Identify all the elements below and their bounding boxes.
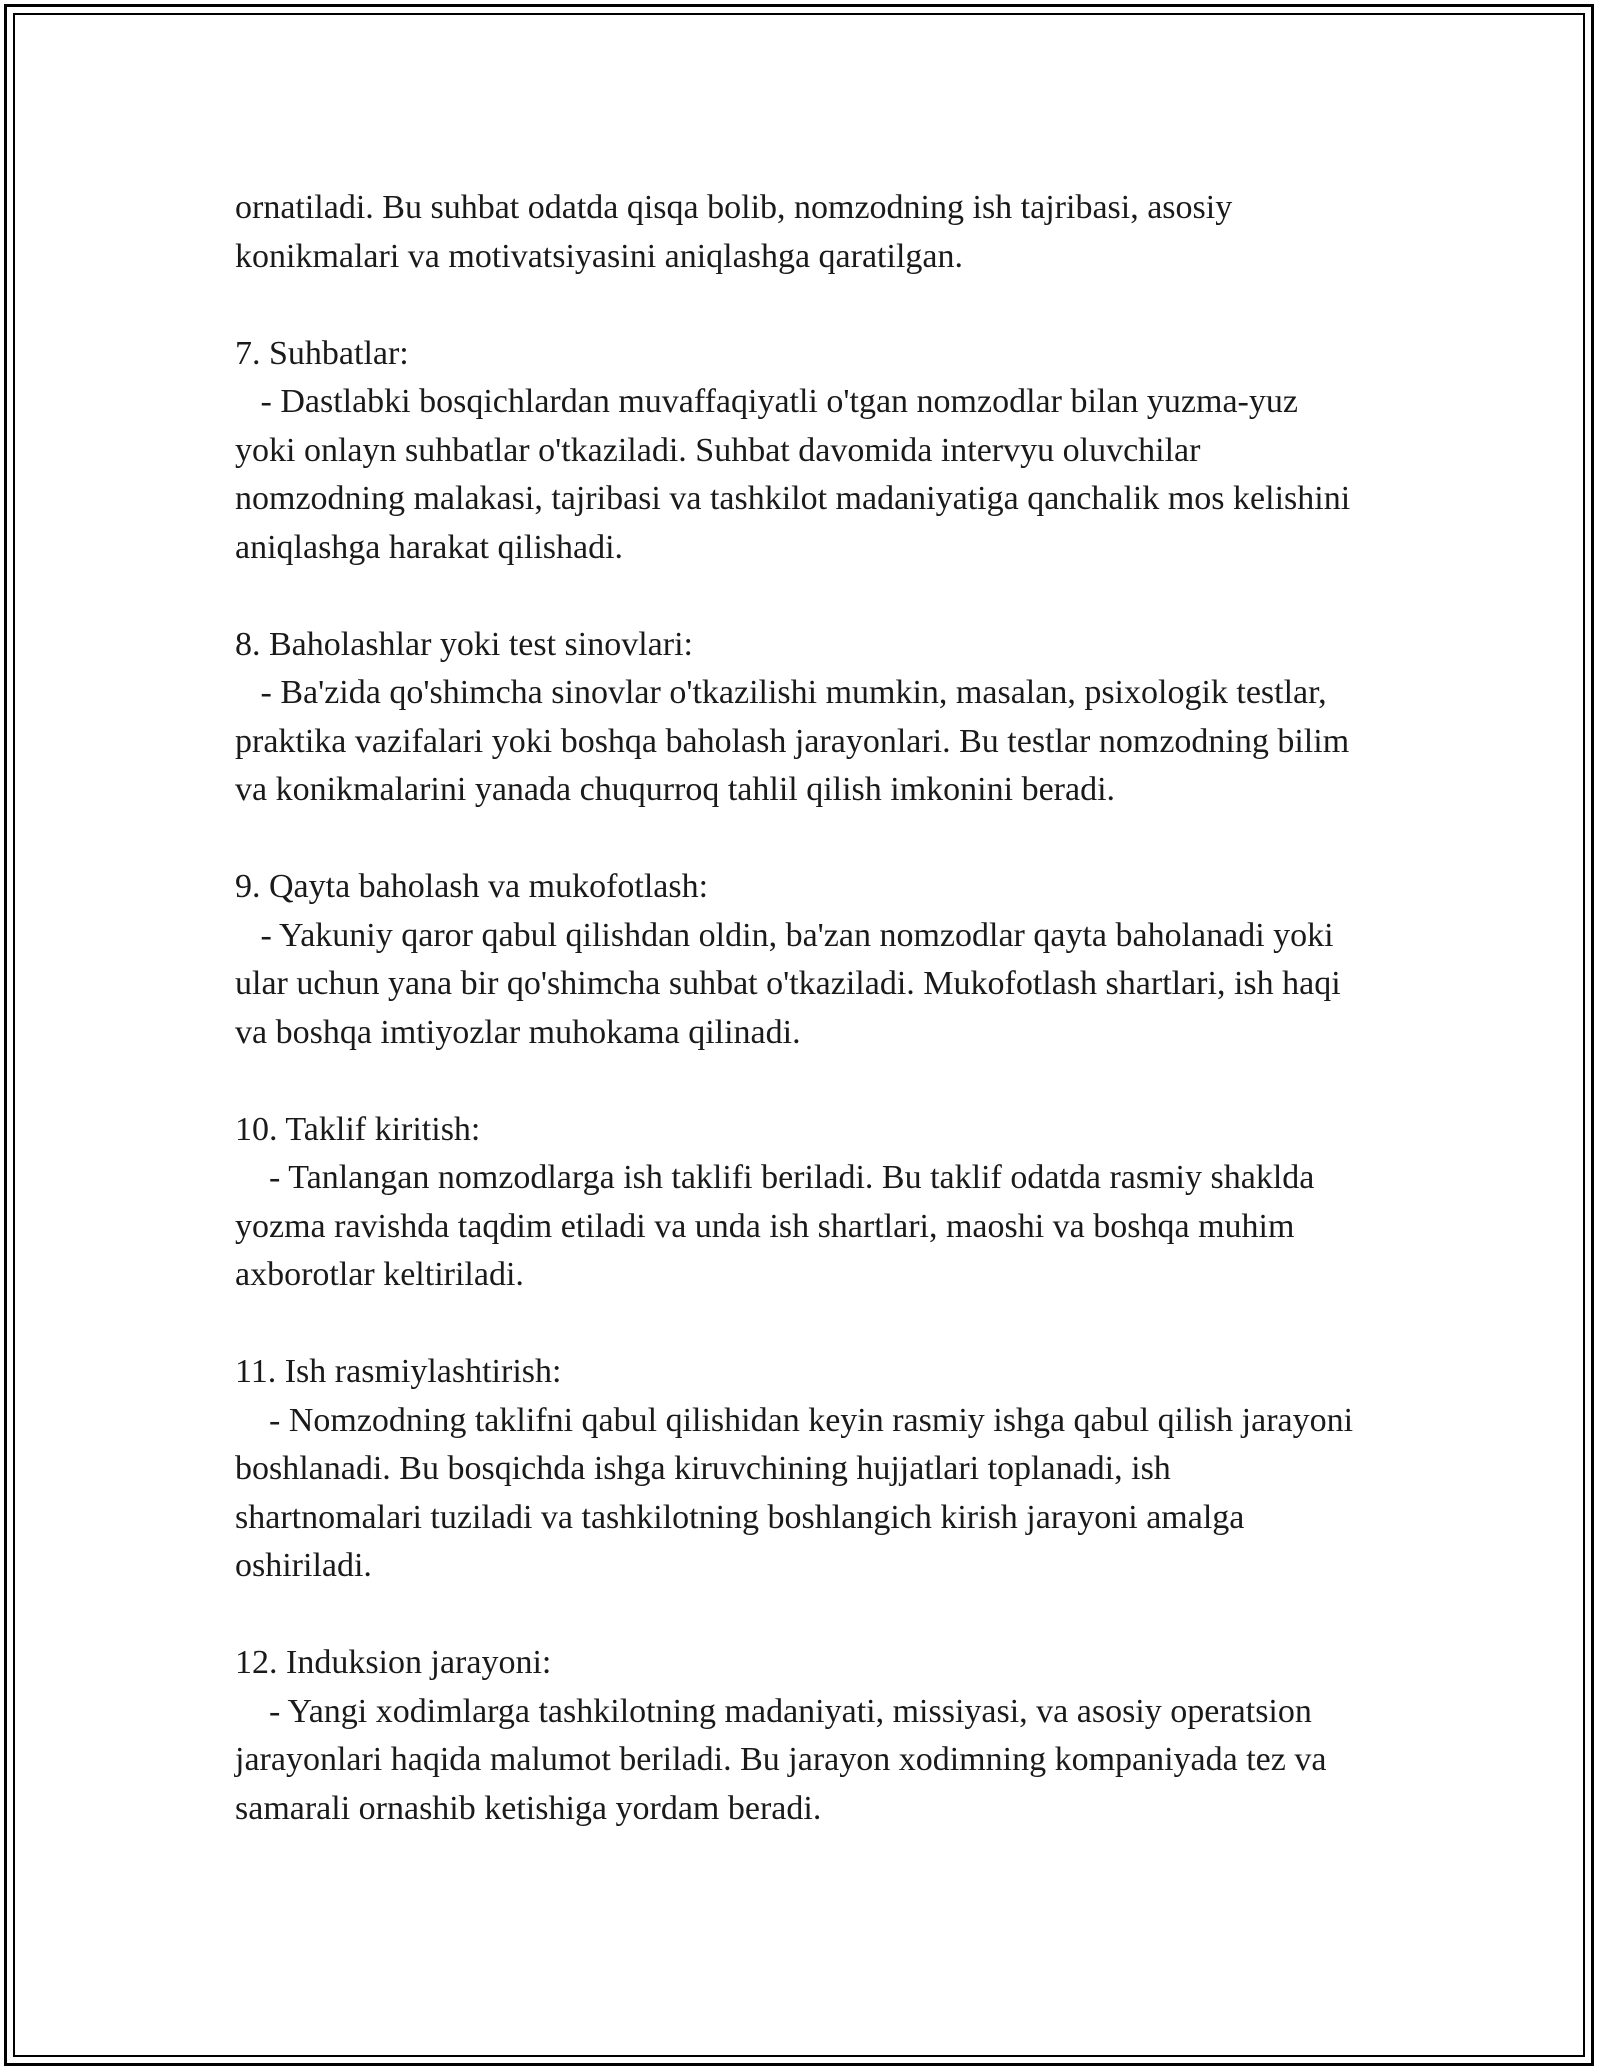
section-heading: 11. Ish rasmiylashtirish: [235,1353,562,1390]
document-body [235,184,1362,1833]
section-12 [235,1639,1355,1833]
section-heading: 8. Baholashlar yoki test sinovlari: [235,625,693,663]
section-paragraph: - Yakuniy qaror qabul qilishdan oldin, ba'zan nomzodlar qayta baholanadi yoki ular uchun yana bir qo'shimcha suhbat o'tkaziladi. Mukofotlash shartlari, ish haqi va boshqa imtiyozlar muhokama qilinadi. [235,916,1350,1051]
section-9 [235,863,1355,1057]
section-10 [235,1106,1355,1300]
intro-paragraph: ornatiladi. Bu suhbat odatda qisqa bolib, nomzodning ish tajribasi, asosiy konikmalari va motivatsiyasini aniqlashga qaratilgan. [235,189,1241,275]
section-heading: 9. Qayta baholash va mukofotlash: [235,868,709,905]
section-paragraph: - Dastlabki bosqichlardan muvaffaqiyatli o'tgan nomzodlar bilan yuzma-yuz yoki onlayn suhbatlar o'tkaziladi. Suhbat davomida intervyu oluvchilar nomzodning malakasi, tajribasi va tashkilot madaniyatiga qanchalik mos kelishini aniqlashga harakat qilishadi. [235,383,1359,566]
section-paragraph: - Nomzodning taklifni qabul qilishidan keyin rasmiy ishga qabul qilish jarayoni boshlanadi. Bu bosqichda ishga kiruvchining hujjatlari toplanadi, ish shartnomalari tuziladi va tashkilotning boshlangich kirish jarayoni amalga oshiriladi. [235,1401,1362,1584]
section-11 [235,1348,1362,1591]
section-7 [235,330,1359,573]
section-heading: 12. Induksion jarayoni: [235,1644,552,1681]
section-paragraph: - Yangi xodimlarga tashkilotning madaniyati, missiyasi, va asosiy operatsion jarayonlari haqida malumot beriladi. Bu jarayon xodimning kompaniyada tez va samarali ornashib ketishiga yordam beradi. [235,1692,1335,1827]
section-paragraph: - Tanlangan nomzodlarga ish taklifi beriladi. Bu taklif odatda rasmiy shaklda yozma ravishda taqdim etiladi va unda ish shartlari, maoshi va boshqa muhim axborotlar keltiriladi. [235,1159,1323,1293]
section-paragraph: - Ba'zida qo'shimcha sinovlar o'tkazilishi mumkin, masalan, psixologik testlar, praktika vazifalari yoki boshqa baholash jarayonlari. Bu testlar nomzodning bilim va konikmalarini yanada chuqurroq tahlil qilish imkonini beradi. [235,674,1358,808]
section-8 [235,621,1358,815]
section-heading: 7. Suhbatlar: [235,334,409,372]
section-heading: 10. Taklif kiritish: [235,1110,481,1148]
